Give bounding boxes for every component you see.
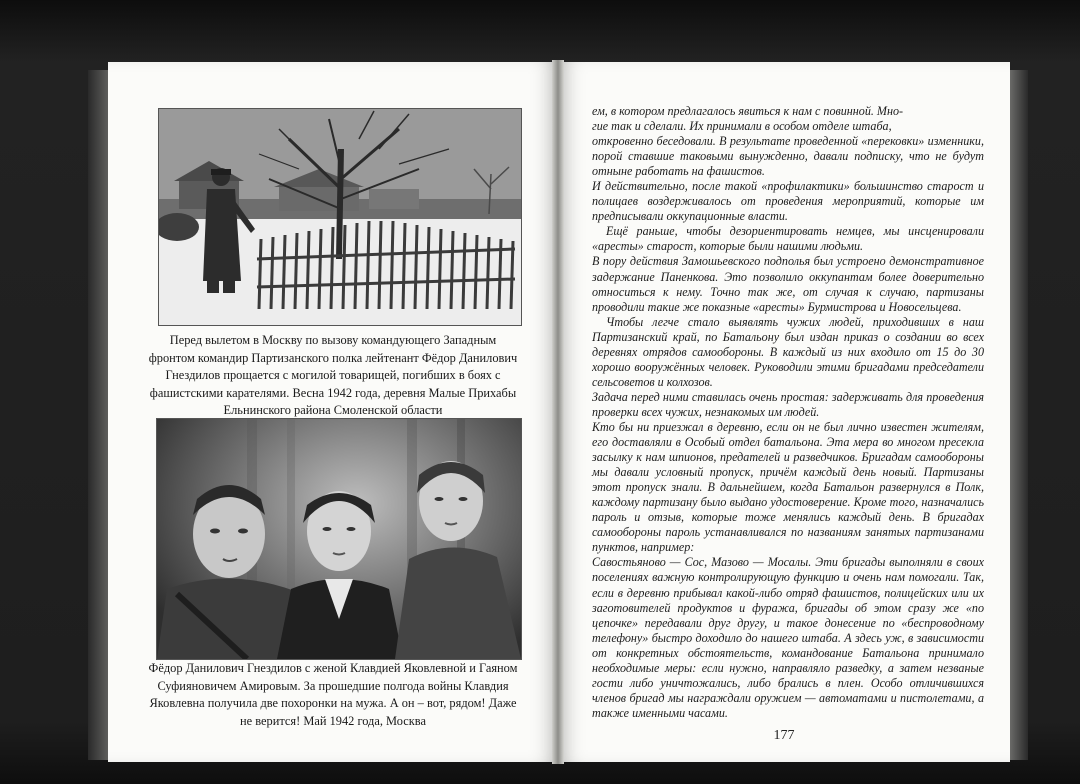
text-paragraph: В пору действия Замошьевского подполья был устроено демонстративное задержание Паненкова. Это позволило оккупантам более доверительно относиться к нему. Точно так же, от случая к случаю, партизаны проводили такие же показные «аресты» Бурмистрова и Новосельцева. xyxy=(592,254,984,314)
book-spine xyxy=(552,60,564,764)
text-paragraph: ем, в котором предлагалось явиться к нам с повинной. Мно- xyxy=(592,104,904,118)
text-paragraph: откровенно беседовали. В результате проведенной «перековки» изменники, порой ставшие таковыми вынужденно, давали подписку, что не будут отныне работать на фашистов. xyxy=(592,134,984,179)
text-paragraph: Задача перед ними ставилась очень простая: задерживать для проведения проверки всех чужих, незнакомых им людей. xyxy=(592,389,984,419)
photo-caption-bottom: Фёдор Данилович Гнездилов с женой Клавдией Яковлевной и Гаяном Суфияновичем Амировым. За прошедшие полгода войны Клавдия Яковлевна получила две похоронки на мужа. А он – вот, рядом! Даже не верится! Май 1942 года, Москва xyxy=(148,661,518,728)
right-page xyxy=(558,62,1010,762)
photo-caption-top: Перед вылетом в Москву по вызову командующего Западным фронтом командир Партизанского полка лейтенант Фёдор Данилович Гнездилов прощается с могилой товарищей, погибших в боях с фашистскими карателями. Весна 1942 года, деревня Малые Прихабы Ельнинского района Смоленской области xyxy=(148,333,518,418)
winter-grave-illustration xyxy=(159,109,521,325)
text-paragraph: гие так и сделали. Их принимали в особом отделе штаба, xyxy=(592,119,892,134)
body-text xyxy=(592,104,984,721)
book-edge-right xyxy=(1010,70,1028,760)
family-portrait-photo xyxy=(156,418,522,660)
text-paragraph: Савостьяново — Сос, Мазово — Мосалы. Эти бригады выполняли в своих поселениях важную контролирующую функцию и очень нам помогали. Так, если в деревню прибывал какой-либо отряд фашистов, полицейских или их заготовителей продуктов и фуража, бригады об этом сразу же «по цепочке» передавали друг другу, и такое донесение по «беспроводному телефону» быстро доходило до нашего штаба. А здесь уж, в зависимости от конкретных обстоятельств, командование Батальона принимало необходимые меры: если нужно, направляло разведку, а затем незваные гости либо уничтожались, либо брались в плен. Особо отличившихся членов бригад мы награждали оружием — автоматами и пистолетами, а также именными часами. xyxy=(592,555,984,720)
text-paragraph: И действительно, после такой «профилактики» большинство старост и полицаев воздерживалось от проведения мероприятий, которые им предписывали оккупационные власти. xyxy=(592,179,984,224)
text-paragraph: Ещё раньше, чтобы дезориентировать немцев, мы инсценировали «аресты» старост, которые были нашими людьми. xyxy=(592,224,984,254)
page-number: 177 xyxy=(773,728,795,743)
portrait-illustration xyxy=(157,419,521,659)
text-paragraph: Чтобы легче стало выявлять чужих людей, приходивших в наш Партизанский край, по Батальону был издан приказ о создании во всех деревнях отрядов самообороны. В каждый из них входило от 15 до 30 хорошо вооружённых человек. Руководили этими бригадами председатели сельсоветов и колхозов. xyxy=(592,314,984,389)
winter-grave-photo xyxy=(158,108,522,326)
book-edge-left xyxy=(88,70,108,760)
left-page xyxy=(108,62,558,762)
text-paragraph: Кто бы ни приезжал в деревню, если он не был лично известен жителям, его доставляли в Особый отдел батальона. Эта мера во многом пресекла засылку к нам шпионов, предателей и разведчиков. Бригадам самообороны мы давали условный пропуск, причём каждый день новый. Партизаны этот пропуск знали. В дальнейшем, когда Батальон развернулся в Полк, каждому партизану было выдано удостоверение. Кроме того, назначались пароль и отзыв, которые тоже менялись каждый день. В бригадах самообороны пароль устанавливался по названиям занятых партизанами пунктов, например: xyxy=(592,419,984,555)
